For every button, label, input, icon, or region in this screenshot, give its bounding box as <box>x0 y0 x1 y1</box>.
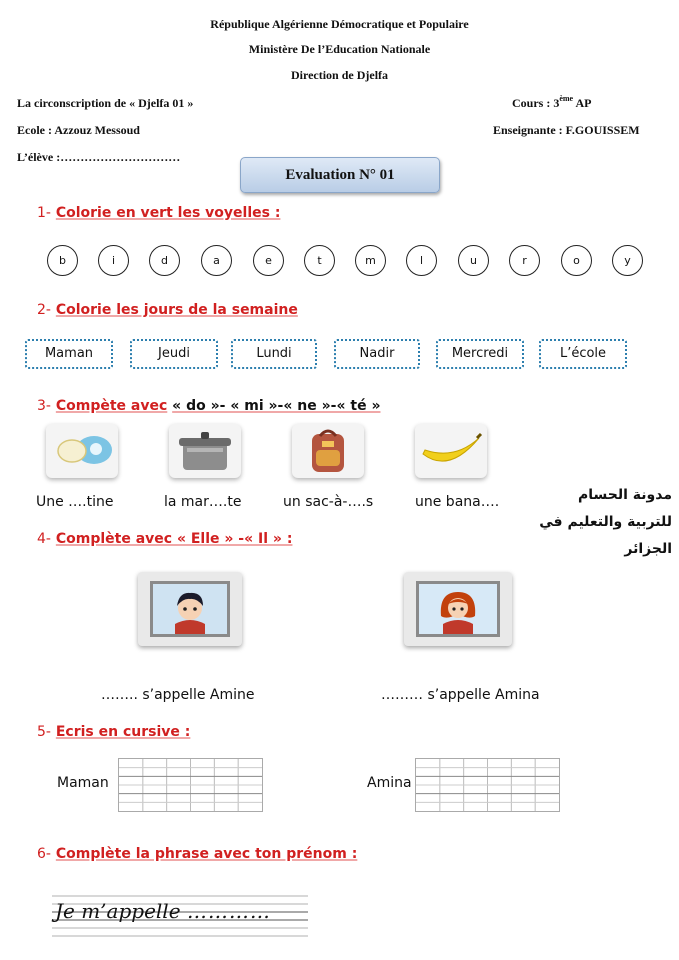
writing-grid-maman[interactable] <box>118 758 263 812</box>
section5-heading <box>37 724 190 740</box>
section4-number: 4- <box>37 531 51 547</box>
section5-number: 5- <box>37 724 51 740</box>
section2-heading <box>37 302 298 318</box>
ecole-label: Ecole : Azzouz Messoud <box>17 123 140 137</box>
section3-number: 3- <box>37 398 51 414</box>
evaluation-title: Evaluation N° 01 <box>240 157 440 193</box>
writing-grid-amina[interactable] <box>415 758 560 812</box>
enseignante-label: Enseignante : F.GOUISSEM <box>493 123 640 137</box>
letter-circle-r[interactable]: r <box>509 245 540 276</box>
cours-sup: ème <box>559 94 574 103</box>
cours-suffix: AP <box>573 96 592 110</box>
cursive-word-maman: Maman <box>57 775 109 791</box>
cursive-answer-dots[interactable]: ………… <box>186 899 271 923</box>
phrase-amina[interactable]: ……… s’appelle Amina <box>381 687 540 703</box>
day-word-box[interactable]: Nadir <box>334 339 420 369</box>
cursive-je-mappelle: Je m’appelle <box>55 899 181 923</box>
letter-circle-t[interactable]: t <box>304 245 335 276</box>
phrase-pacifier[interactable]: Une ….tine <box>36 494 114 510</box>
day-word-box[interactable]: Maman <box>25 339 113 369</box>
phrase-pot[interactable]: la mar….te <box>164 494 242 510</box>
letter-circle-o[interactable]: o <box>561 245 592 276</box>
day-word-box[interactable]: Mercredi <box>436 339 524 369</box>
section6-heading <box>37 846 357 862</box>
letter-circle-y[interactable]: y <box>612 245 643 276</box>
section4-heading <box>37 531 292 547</box>
letter-circle-i[interactable]: i <box>98 245 129 276</box>
header-ministry: Ministère De l’Education Nationale <box>248 42 431 56</box>
letter-circle-l[interactable]: l <box>406 245 437 276</box>
watermark-line1: مدونة الحسام <box>578 487 672 503</box>
boy-portrait <box>138 572 242 646</box>
section5-title: Ecris en cursive : <box>55 724 191 740</box>
phrase-backpack[interactable]: un sac-à-….s <box>283 494 374 510</box>
phrase-banana[interactable]: une bana…. <box>415 494 500 510</box>
letter-circle-e[interactable]: e <box>253 245 284 276</box>
section2-number: 2- <box>37 302 51 318</box>
section6-number: 6- <box>37 846 51 862</box>
section3-syllables: « do »- « mi »-« ne »-« té » <box>172 398 381 414</box>
circonscription-label: La circonscription de « Djelfa 01 » <box>17 96 194 110</box>
letter-circle-d[interactable]: d <box>149 245 180 276</box>
girl-portrait <box>404 572 512 646</box>
header-republic: République Algérienne Démocratique et Populaire <box>210 17 469 31</box>
section3-heading <box>37 398 380 414</box>
section1-heading <box>37 205 280 221</box>
letter-circle-a[interactable]: a <box>201 245 232 276</box>
phrase-amine[interactable]: …….. s’appelle Amine <box>101 687 255 703</box>
section3-title: Compète avec <box>55 398 168 414</box>
letter-circle-m[interactable]: m <box>355 245 386 276</box>
letter-circle-b[interactable]: b <box>47 245 78 276</box>
pot-image <box>169 424 241 478</box>
cursive-sentence <box>55 899 271 923</box>
section2-title: Colorie les jours de la semaine <box>55 302 298 318</box>
section1-number: 1- <box>37 205 51 221</box>
cours-label <box>512 96 591 111</box>
watermark-line2: للتربية والتعليم في <box>539 514 672 530</box>
day-word-box[interactable]: L’école <box>539 339 627 369</box>
section1-title: Colorie en vert les voyelles : <box>55 205 281 221</box>
header-direction: Direction de Djelfa <box>290 68 389 82</box>
section6-title: Complète la phrase avec ton prénom : <box>55 846 358 862</box>
day-word-box[interactable]: Lundi <box>231 339 317 369</box>
eleve-field[interactable]: L’élève :………………………… <box>17 150 181 164</box>
letter-circle-u[interactable]: u <box>458 245 489 276</box>
backpack-image <box>292 424 364 478</box>
section4-title: Complète avec « Elle » -« Il » : <box>55 531 293 547</box>
cursive-word-amina: Amina <box>367 775 412 791</box>
watermark-line3: الجزائر <box>624 541 672 557</box>
pacifier-image <box>46 424 118 478</box>
banana-image <box>415 424 487 478</box>
day-word-box[interactable]: Jeudi <box>130 339 218 369</box>
cours-prefix: Cours : 3 <box>512 96 560 110</box>
